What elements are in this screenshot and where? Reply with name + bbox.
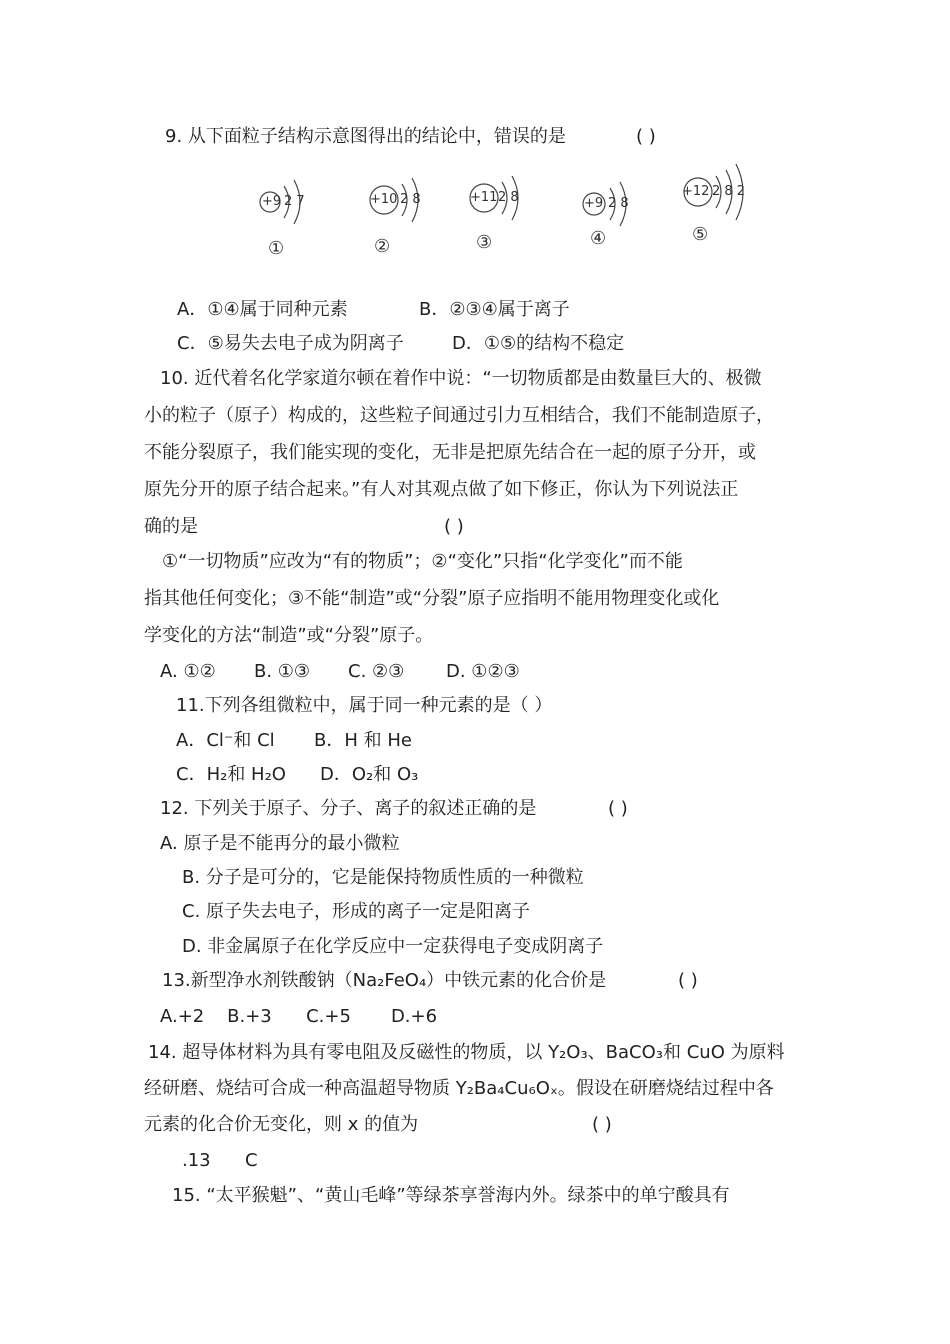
q11-option-b: B．H 和 He <box>314 730 412 751</box>
q12-option-b: B. 分子是可分的，它是能保持物质性质的一种微粒 <box>182 867 584 888</box>
atom-3-nucleus: +11 <box>470 190 498 205</box>
atom-4-shells: 2 8 <box>608 196 629 211</box>
q9-option-d: D．①⑤的结构不稳定 <box>452 333 625 354</box>
particle-structure-diagram <box>248 158 748 268</box>
atom-diagram-5 <box>680 160 770 260</box>
q10-option-d: D. ①②③ <box>446 661 520 682</box>
q10-answer-bracket: ( ) <box>444 516 464 537</box>
q11-stem: 11.下列各组微粒中，属于同一种元素的是（ ） <box>176 695 553 716</box>
atom-4-label: ④ <box>590 228 607 249</box>
atom-diagram-3 <box>464 168 554 268</box>
q12-answer-bracket: ( ) <box>608 798 628 819</box>
atom-1-label: ① <box>268 238 285 259</box>
q10-line-5: 确的是 <box>144 516 198 537</box>
atom-1-nucleus: +9 <box>262 194 282 209</box>
q12-option-d: D. 非金属原子在化学反应中一定获得电子变成阴离子 <box>182 936 604 957</box>
q10-line-6: ①“一切物质”应改为“有的物质”；②“变化”只指“化学变化”而不能 <box>162 551 683 572</box>
atom-5-shells: 2 8 2 <box>712 184 746 199</box>
q10-line-8: 学变化的方法“制造”或“分裂”原子。 <box>144 625 434 646</box>
q14-line-2: 经研磨、烧结可合成一种高温超导物质 Y₂Ba₄Cu₆Oₓ。假设在研磨烧结过程中各 <box>144 1078 774 1099</box>
q10-option-b: B. ①③ <box>254 661 311 682</box>
q10-option-a: A. ①② <box>160 661 216 682</box>
atom-diagram-4 <box>578 172 668 272</box>
q10-line-7: 指其他任何变化；③不能“制造”或“分裂”原子应指明不能用物理变化或化 <box>144 588 720 609</box>
q10-option-c: C. ②③ <box>348 661 405 682</box>
q9-stem: 9. 从下面粒子结构示意图得出的结论中，错误的是 <box>165 126 566 147</box>
q10-line-2: 小的粒子（原子）构成的，这些粒子间通过引力互相结合，我们不能制造原子， <box>144 405 774 426</box>
q12-option-a: A. 原子是不能再分的最小微粒 <box>160 833 400 854</box>
atom-2-label: ② <box>374 236 391 257</box>
q12-option-c: C. 原子失去电子，形成的离子一定是阳离子 <box>182 901 531 922</box>
q9-option-a: A．①④属于同种元素 <box>177 299 348 320</box>
q10-line-4: 原先分开的原子结合起来。”有人对其观点做了如下修正，你认为下列说法正 <box>144 479 739 500</box>
q11-option-a: A．Cl⁻和 Cl <box>176 730 275 751</box>
atom-4-nucleus: +9 <box>584 196 604 211</box>
atom-2-nucleus: +10 <box>370 192 398 207</box>
q12-stem: 12. 下列关于原子、分子、离子的叙述正确的是 <box>160 798 537 819</box>
q13-options: A.+2 B.+3 C.+5 D.+6 <box>160 1006 438 1027</box>
q10-line-3: 不能分裂原子，我们能实现的变化，无非是把原先结合在一起的原子分开，或 <box>144 442 756 463</box>
q14-line-3: 元素的化合价无变化，则 x 的值为 <box>144 1114 419 1135</box>
atom-3-shells: 2 8 <box>498 190 519 205</box>
atom-diagram-2 <box>366 170 456 270</box>
q9-option-b: B．②③④属于离子 <box>419 299 570 320</box>
q14-line-1: 14. 超导体材料为具有零电阻及反磁性的物质，以 Y₂O₃、BaCO₃和 CuO 为原料 <box>148 1042 785 1063</box>
atom-5-label: ⑤ <box>692 224 709 245</box>
q13-stem: 13.新型净水剂铁酸钠（Na₂FeO₄）中铁元素的化合价是 <box>162 970 607 991</box>
q11-option-c: C．H₂和 H₂O <box>176 764 286 785</box>
q15-line-1: 15. “太平猴魁”、“黄山毛峰”等绿茶享誉海内外。绿茶中的单宁酸具有 <box>172 1185 730 1206</box>
q14-answer-bracket: ( ) <box>592 1114 612 1135</box>
atom-5-nucleus: +12 <box>682 184 710 199</box>
q14-answer-note: .13 C <box>182 1150 258 1171</box>
q10-line-1: 10. 近代着名化学家道尔顿在着作中说：“一切物质都是由数量巨大的、极微 <box>160 368 762 389</box>
atom-3-label: ③ <box>476 232 493 253</box>
atom-diagram-1 <box>248 172 338 272</box>
q13-answer-bracket: ( ) <box>678 970 698 991</box>
atom-1-shells: 2 7 <box>284 194 305 209</box>
q9-option-c: C．⑤易失去电子成为阴离子 <box>177 333 404 354</box>
q9-answer-bracket: ( ) <box>636 126 656 147</box>
atom-2-shells: 2 8 <box>400 192 421 207</box>
q11-option-d: D．O₂和 O₃ <box>320 764 419 785</box>
